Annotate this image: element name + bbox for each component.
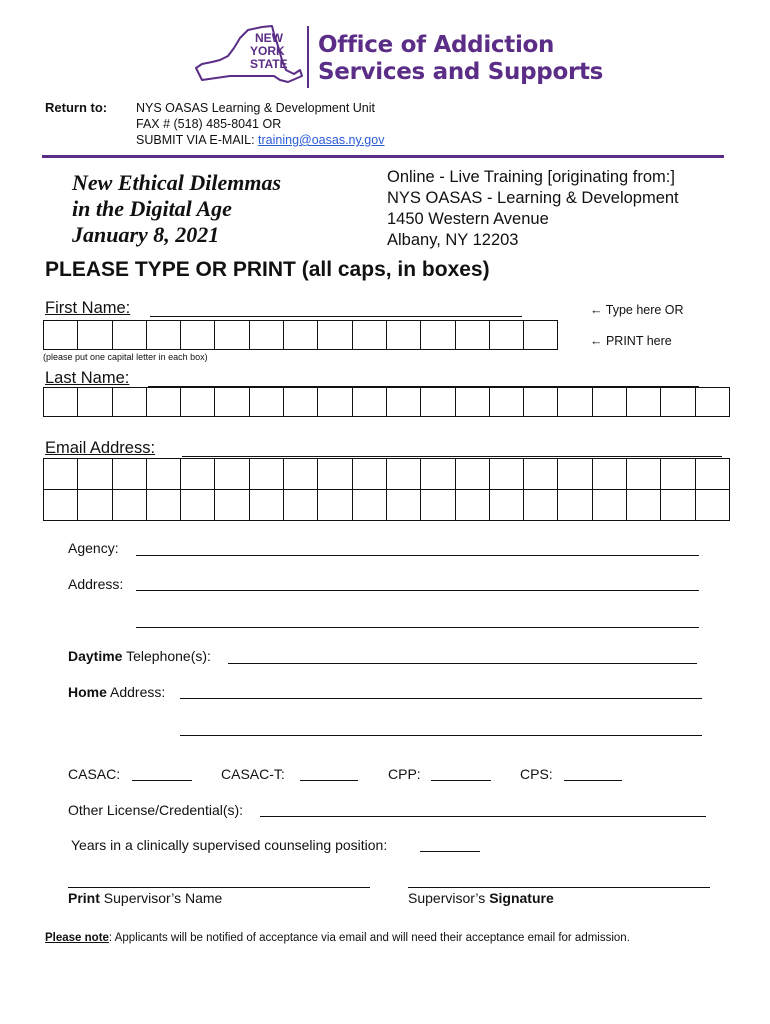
letter-box[interactable] bbox=[386, 458, 421, 490]
email-label: Email Address: bbox=[45, 439, 156, 457]
letter-box[interactable] bbox=[455, 458, 490, 490]
cpp-input[interactable] bbox=[431, 780, 491, 781]
letter-box[interactable] bbox=[77, 320, 112, 350]
letter-box[interactable] bbox=[523, 458, 558, 490]
letter-box[interactable] bbox=[180, 489, 215, 521]
letter-box[interactable] bbox=[592, 458, 627, 490]
letter-box[interactable] bbox=[214, 489, 249, 521]
org-name-line2: Services and Supports bbox=[318, 59, 604, 85]
letter-box[interactable] bbox=[592, 489, 627, 521]
location-line1: Online - Live Training [originating from:] bbox=[387, 168, 675, 186]
org-name-line1: Office of Addiction bbox=[318, 32, 555, 58]
letter-box[interactable] bbox=[43, 489, 78, 521]
course-title-line2: in the Digital Age bbox=[72, 196, 232, 221]
return-label: Return to: bbox=[45, 100, 108, 115]
letter-box[interactable] bbox=[112, 387, 147, 417]
years-input[interactable] bbox=[420, 851, 480, 852]
letter-box[interactable] bbox=[523, 387, 558, 417]
letter-box[interactable] bbox=[352, 320, 387, 350]
letter-box[interactable] bbox=[283, 489, 318, 521]
letter-box[interactable] bbox=[43, 387, 78, 417]
cpp-label: CPP: bbox=[388, 766, 421, 782]
location-line2: NYS OASAS - Learning & Development bbox=[387, 189, 679, 207]
address-input-line2[interactable] bbox=[136, 627, 699, 628]
logo-divider bbox=[307, 26, 309, 88]
box-note: (please put one capital letter in each box) bbox=[43, 352, 208, 362]
last-name-boxes[interactable] bbox=[43, 387, 729, 417]
agency-input[interactable] bbox=[136, 555, 699, 556]
letter-box[interactable] bbox=[660, 489, 695, 521]
location-line4: Albany, NY 12203 bbox=[387, 231, 519, 249]
letter-box[interactable] bbox=[352, 387, 387, 417]
course-title-block bbox=[72, 170, 281, 248]
letter-box[interactable] bbox=[214, 458, 249, 490]
letter-box[interactable] bbox=[317, 489, 352, 521]
agency-label: Agency: bbox=[68, 540, 119, 556]
letter-box[interactable] bbox=[43, 458, 78, 490]
letter-box[interactable] bbox=[386, 387, 421, 417]
letter-box[interactable] bbox=[180, 458, 215, 490]
letter-box[interactable] bbox=[43, 320, 78, 350]
logo-text-york: YORK bbox=[250, 44, 285, 58]
supervisor-signature-input[interactable] bbox=[408, 887, 710, 888]
letter-box[interactable] bbox=[352, 458, 387, 490]
casac-label: CASAC: bbox=[68, 766, 121, 782]
logo-text-new: NEW bbox=[255, 31, 283, 45]
type-hint: ← Type here OR bbox=[590, 303, 684, 317]
letter-box[interactable] bbox=[146, 387, 181, 417]
org-name bbox=[318, 32, 603, 86]
return-line3-prefix: SUBMIT VIA E-MAIL: bbox=[136, 133, 259, 147]
supervisor-name-label: Print Supervisor’s Name bbox=[68, 890, 223, 906]
letter-box[interactable] bbox=[557, 489, 592, 521]
letter-box[interactable] bbox=[660, 387, 695, 417]
address-input-line1[interactable] bbox=[136, 590, 699, 591]
letter-box[interactable] bbox=[626, 489, 661, 521]
letter-box[interactable] bbox=[695, 489, 730, 521]
letter-box[interactable] bbox=[77, 387, 112, 417]
letter-box[interactable] bbox=[626, 387, 661, 417]
letter-box[interactable] bbox=[489, 387, 524, 417]
letter-box[interactable] bbox=[420, 320, 455, 350]
letter-box[interactable] bbox=[214, 387, 249, 417]
letter-box[interactable] bbox=[489, 489, 524, 521]
return-line3 bbox=[136, 132, 384, 148]
letter-box[interactable] bbox=[455, 387, 490, 417]
letter-box[interactable] bbox=[557, 458, 592, 490]
letter-box[interactable] bbox=[283, 387, 318, 417]
letter-box[interactable] bbox=[317, 320, 352, 350]
letter-box[interactable] bbox=[146, 489, 181, 521]
letter-box[interactable] bbox=[523, 489, 558, 521]
casac-t-input[interactable] bbox=[300, 780, 358, 781]
letter-box[interactable] bbox=[283, 458, 318, 490]
letter-box[interactable] bbox=[249, 320, 284, 350]
instructions-headline: PLEASE TYPE OR PRINT (all caps, in boxes) bbox=[45, 258, 490, 281]
casac-input[interactable] bbox=[132, 780, 192, 781]
letter-box[interactable] bbox=[249, 489, 284, 521]
daytime-telephone-label: Daytime Telephone(s): bbox=[68, 648, 211, 664]
other-license-input[interactable] bbox=[260, 816, 706, 817]
letter-box[interactable] bbox=[249, 458, 284, 490]
header-divider bbox=[42, 155, 724, 158]
other-license-label: Other License/Credential(s): bbox=[68, 802, 244, 818]
casac-t-label: CASAC-T: bbox=[221, 766, 285, 782]
return-address bbox=[136, 100, 384, 148]
supervisor-name-input[interactable] bbox=[68, 887, 370, 888]
logo-text-state: STATE bbox=[250, 57, 288, 71]
nys-map-logo-icon bbox=[190, 24, 306, 84]
letter-box[interactable] bbox=[420, 489, 455, 521]
letter-box[interactable] bbox=[214, 320, 249, 350]
first-name-line bbox=[150, 316, 522, 317]
letter-box[interactable] bbox=[112, 489, 147, 521]
home-address-label: Home Address: bbox=[68, 684, 166, 700]
letter-box[interactable] bbox=[77, 458, 112, 490]
letter-box[interactable] bbox=[77, 489, 112, 521]
course-title-line1: New Ethical Dilemmas bbox=[72, 170, 281, 195]
address-label: Address: bbox=[68, 576, 124, 592]
letter-box[interactable] bbox=[146, 320, 181, 350]
letter-box[interactable] bbox=[695, 387, 730, 417]
letter-box[interactable] bbox=[557, 387, 592, 417]
letter-box[interactable] bbox=[180, 387, 215, 417]
letter-box[interactable] bbox=[420, 387, 455, 417]
letter-box[interactable] bbox=[455, 320, 490, 350]
letter-box[interactable] bbox=[592, 387, 627, 417]
first-name-label: First Name: bbox=[45, 299, 131, 317]
footer-note: Please note: Applicants will be notified of acceptance via email and will need their acceptance email for admission. bbox=[45, 932, 630, 944]
supervisor-signature-label: Supervisor’s Signature bbox=[408, 890, 554, 906]
cps-label: CPS: bbox=[520, 766, 553, 782]
first-name-boxes[interactable] bbox=[43, 320, 557, 350]
letter-box[interactable] bbox=[455, 489, 490, 521]
years-label: Years in a clinically supervised counseling position: bbox=[71, 837, 388, 853]
email-link[interactable]: training@oasas.ny.gov bbox=[258, 133, 385, 147]
cps-input[interactable] bbox=[564, 780, 622, 781]
letter-box[interactable] bbox=[523, 320, 558, 350]
email-boxes-row1[interactable] bbox=[43, 458, 729, 490]
email-boxes-row2[interactable] bbox=[43, 489, 729, 521]
letter-box[interactable] bbox=[352, 489, 387, 521]
letter-box[interactable] bbox=[489, 320, 524, 350]
letter-box[interactable] bbox=[695, 458, 730, 490]
course-date: January 8, 2021 bbox=[72, 222, 220, 247]
location-line3: 1450 Western Avenue bbox=[387, 210, 549, 228]
last-name-label: Last Name: bbox=[45, 369, 130, 387]
letter-box[interactable] bbox=[283, 320, 318, 350]
print-hint: ← PRINT here bbox=[590, 334, 672, 348]
return-line1: NYS OASAS Learning & Development Unit bbox=[136, 101, 376, 115]
letter-box[interactable] bbox=[386, 489, 421, 521]
letter-box[interactable] bbox=[146, 458, 181, 490]
home-address-input-line2[interactable] bbox=[180, 735, 702, 736]
return-line2: FAX # (518) 485-8041 OR bbox=[136, 117, 282, 131]
letter-box[interactable] bbox=[660, 458, 695, 490]
letter-box[interactable] bbox=[317, 387, 352, 417]
daytime-telephone-input[interactable] bbox=[228, 663, 697, 664]
letter-box[interactable] bbox=[386, 320, 421, 350]
email-line bbox=[182, 456, 722, 457]
letter-box[interactable] bbox=[420, 458, 455, 490]
location-block bbox=[387, 167, 679, 251]
letter-box[interactable] bbox=[112, 458, 147, 490]
letter-box[interactable] bbox=[112, 320, 147, 350]
letter-box[interactable] bbox=[489, 458, 524, 490]
letter-box[interactable] bbox=[249, 387, 284, 417]
letter-box[interactable] bbox=[180, 320, 215, 350]
letter-box[interactable] bbox=[626, 458, 661, 490]
letter-box[interactable] bbox=[317, 458, 352, 490]
home-address-input-line1[interactable] bbox=[180, 698, 702, 699]
